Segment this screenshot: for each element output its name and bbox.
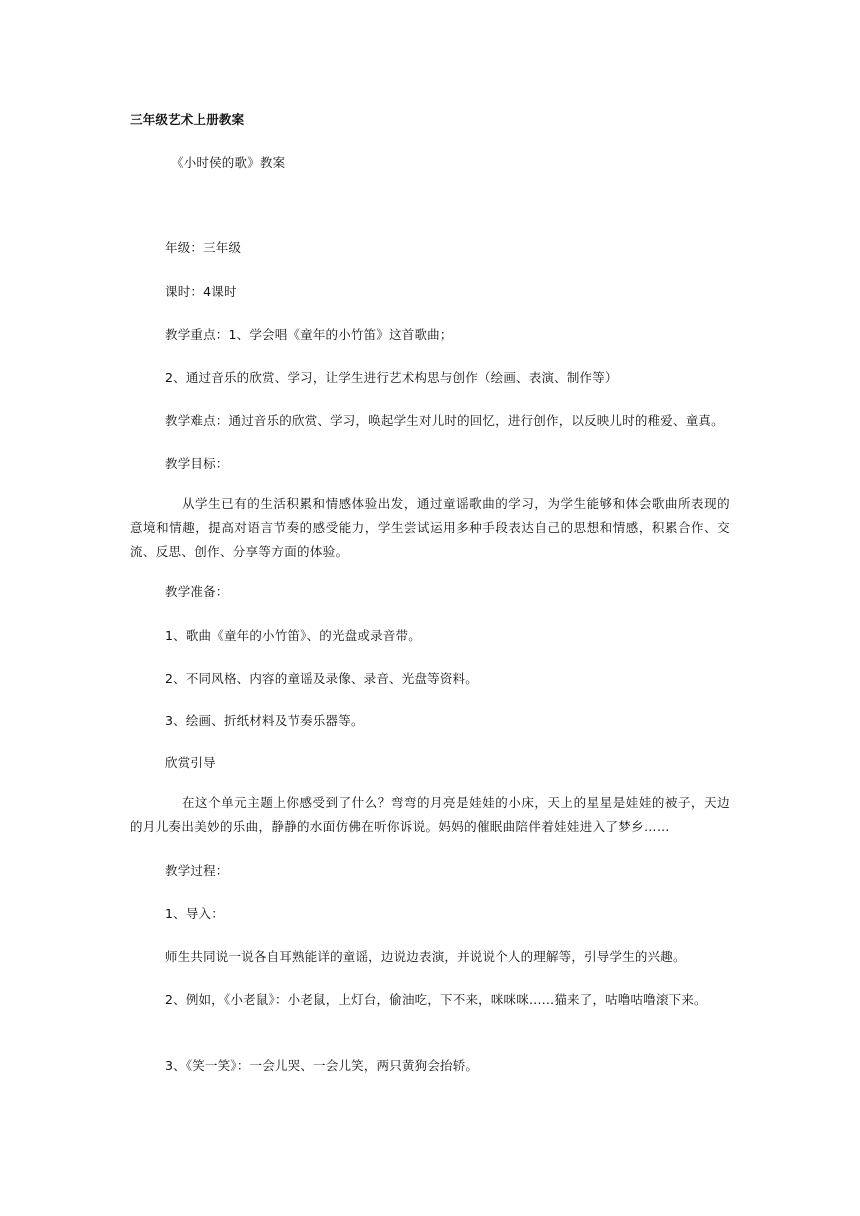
goals-heading: 教学目标：: [165, 456, 229, 471]
goals-paragraph: 从学生已有的生活积累和情感体验出发，通过童谣歌曲的学习，为学生能够和体会歌曲所表现的意境和情趣，提高对语言节奏的感受能力，学生尝试运用多种手段表达自己的思想和情感，积累合作、交流、反思、创作、分享等方面的体验。: [130, 496, 730, 559]
preparation-item-1: 1、歌曲《童年的小竹笛》、的光盘或录音带。: [165, 628, 421, 643]
preparation-item-2: 2、不同风格、内容的童谣及录像、录音、光盘等资料。: [165, 671, 478, 686]
appreciation-paragraph: 在这个单元主题上你感受到了什么？弯弯的月亮是娃娃的小床，天上的星星是娃娃的被子，天边的月儿奏出美妙的乐曲，静静的水面仿佛在听你诉说。妈妈的催眠曲陪伴着娃娃进入了梦乡……: [130, 795, 730, 834]
teaching-difficulty-line: 教学难点：通过音乐的欣赏、学习，唤起学生对儿时的回忆，进行创作，以反映儿时的稚爱、童真。: [165, 413, 724, 428]
process-item-2: 2、例如，《小老鼠》：小老鼠，上灯台，偷油吃，下不来，咪咪咪……猫来了，咕噜咕噜滚下来。: [165, 992, 707, 1007]
document-title: 三年级艺术上册教案: [130, 112, 245, 127]
periods-line: 课时：4课时: [165, 284, 237, 299]
lesson-title: 《小时侯的歌》教案: [171, 155, 286, 170]
process-intro-line: 师生共同说一说各自耳熟能详的童谣，边说边表演，并说说个人的理解等，引导学生的兴趣。: [165, 949, 686, 964]
appreciation-heading: 欣赏引导: [165, 755, 216, 770]
preparation-item-3: 3、绘画、折纸材料及节奏乐器等。: [165, 713, 364, 728]
grade-line: 年级：三年级: [165, 240, 242, 255]
process-item-3: 3、《笑一笑》：一会儿哭、一会儿笑，两只黄狗会抬轿。: [165, 1058, 479, 1073]
process-item-1: 1、导入：: [165, 906, 224, 921]
preparation-heading: 教学准备：: [165, 584, 229, 599]
process-heading: 教学过程：: [165, 863, 229, 878]
teaching-focus-line-2: 2、通过音乐的欣赏、学习，让学生进行艺术构思与创作（绘画、表演、制作等）: [165, 370, 618, 385]
teaching-focus-line: 教学重点：1、学会唱《童年的小竹笛》这首歌曲；: [165, 327, 453, 342]
